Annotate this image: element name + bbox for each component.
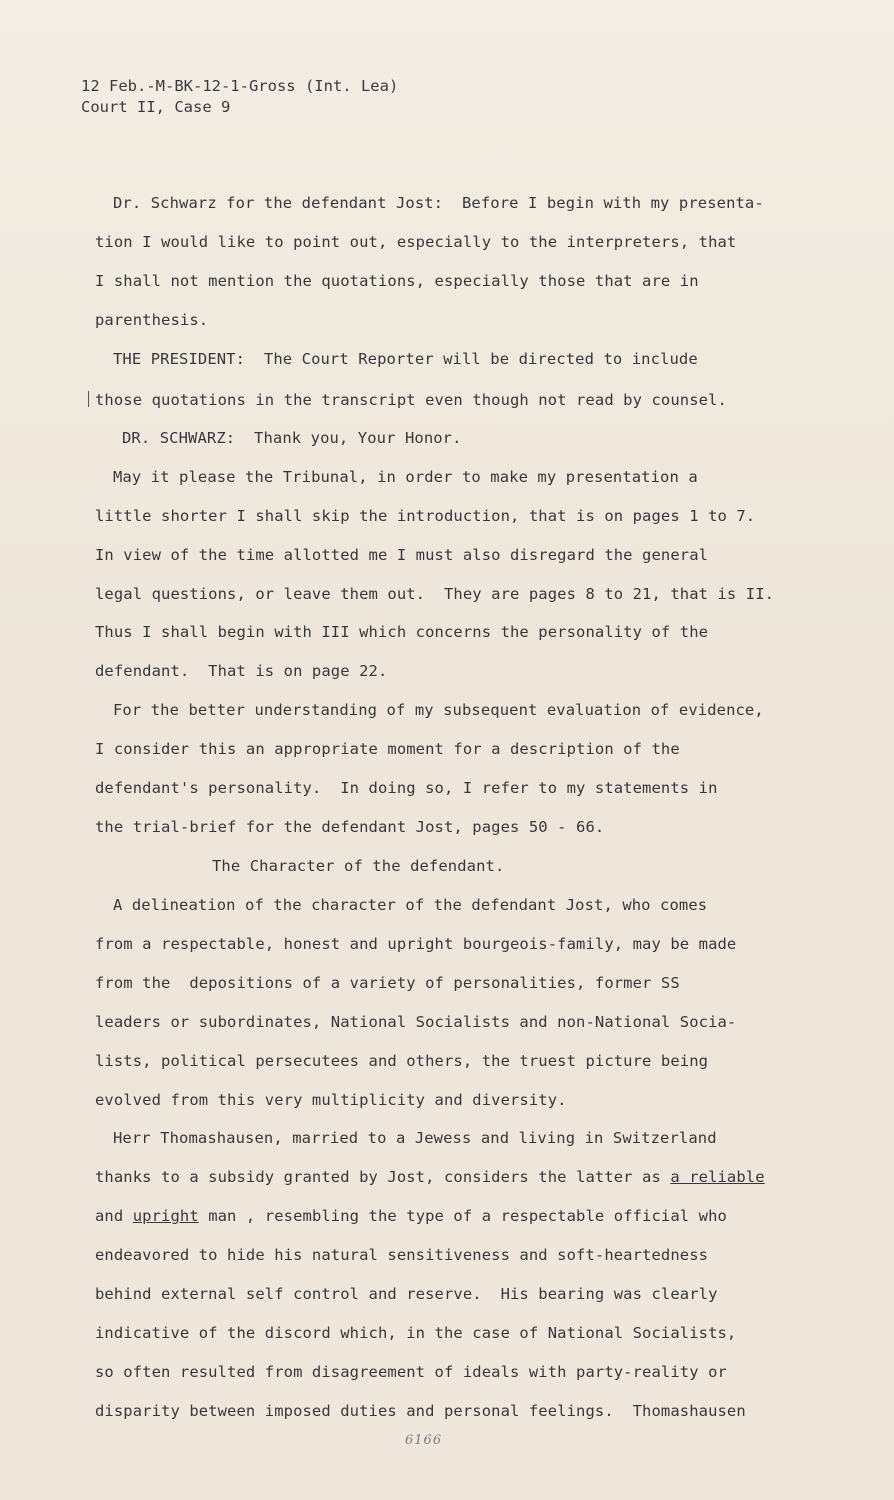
text-line: the trial-brief for the defendant Jost, pages 50 - 66. bbox=[95, 818, 605, 836]
text-line bbox=[95, 1167, 765, 1187]
text-line: evolved from this very multiplicity and diversity. bbox=[95, 1091, 567, 1109]
text-line: For the better understanding of my subsequent evaluation of evidence, bbox=[113, 701, 764, 719]
text-line: defendant. That is on page 22. bbox=[95, 662, 388, 680]
text-line: parenthesis. bbox=[95, 311, 209, 329]
text-line: from the depositions of a variety of personalities, former SS bbox=[95, 974, 680, 992]
text-line: I consider this an appropriate moment for a description of the bbox=[95, 740, 680, 758]
text-line: DR. SCHWARZ: Thank you, Your Honor. bbox=[122, 429, 462, 447]
text-line: little shorter I shall skip the introduction, that is on pages 1 to 7. bbox=[95, 507, 756, 525]
header-reference: 12 Feb.-M-BK-12-1-Gross (Int. Lea) bbox=[81, 77, 399, 95]
text-line: tion I would like to point out, especially to the interpreters, that bbox=[95, 233, 737, 251]
text-line: from a respectable, honest and upright bourgeois-family, may be made bbox=[95, 935, 737, 953]
header-court-case: Court II, Case 9 bbox=[81, 98, 231, 116]
margin-mark bbox=[88, 391, 89, 407]
page-number: 6166 bbox=[405, 1433, 443, 1448]
text-line: May it please the Tribunal, in order to make my presentation a bbox=[113, 468, 698, 486]
underlined-upright: upright bbox=[132, 1207, 199, 1225]
text-line: leaders or subordinates, National Socialists and non-National Socia- bbox=[95, 1013, 737, 1031]
text-line: Dr. Schwarz for the defendant Jost: Before I begin with my presenta- bbox=[113, 194, 764, 212]
text-line: endeavored to hide his natural sensitiveness and soft-heartedness bbox=[95, 1246, 709, 1264]
text-line: lists, political persecutees and others, the truest picture being bbox=[95, 1052, 709, 1070]
text-line: indicative of the discord which, in the case of National Socialists, bbox=[95, 1324, 737, 1342]
text-line: disparity between imposed duties and personal feelings. Thomashausen bbox=[95, 1402, 746, 1420]
text-line: defendant's personality. In doing so, I refer to my statements in bbox=[95, 779, 718, 797]
text-line: legal questions, or leave them out. They are pages 8 to 21, that is II. bbox=[95, 585, 775, 603]
text-segment: thanks to a subsidy granted by Jost, considers the latter as bbox=[95, 1168, 671, 1186]
underlined-reliable: a reliable bbox=[670, 1168, 765, 1186]
text-line: A delineation of the character of the defendant Jost, who comes bbox=[113, 896, 708, 914]
text-line: those quotations in the transcript even though not read by counsel. bbox=[95, 391, 727, 409]
text-line: behind external self control and reserve. His bearing was clearly bbox=[95, 1285, 718, 1303]
text-line: so often resulted from disagreement of ideals with party-reality or bbox=[95, 1363, 727, 1381]
text-line bbox=[95, 1206, 727, 1226]
text-line: THE PRESIDENT: The Court Reporter will be directed to include bbox=[113, 350, 698, 368]
text-line: In view of the time allotted me I must also disregard the general bbox=[95, 546, 709, 564]
text-segment: and bbox=[95, 1207, 133, 1225]
text-line: Herr Thomashausen, married to a Jewess and living in Switzerland bbox=[113, 1129, 717, 1147]
section-heading: The Character of the defendant. bbox=[212, 857, 505, 875]
text-line: I shall not mention the quotations, especially those that are in bbox=[95, 272, 699, 290]
text-line: Thus I shall begin with III which concerns the personality of the bbox=[95, 623, 709, 641]
text-segment: man , resembling the type of a respectable official who bbox=[198, 1207, 727, 1225]
